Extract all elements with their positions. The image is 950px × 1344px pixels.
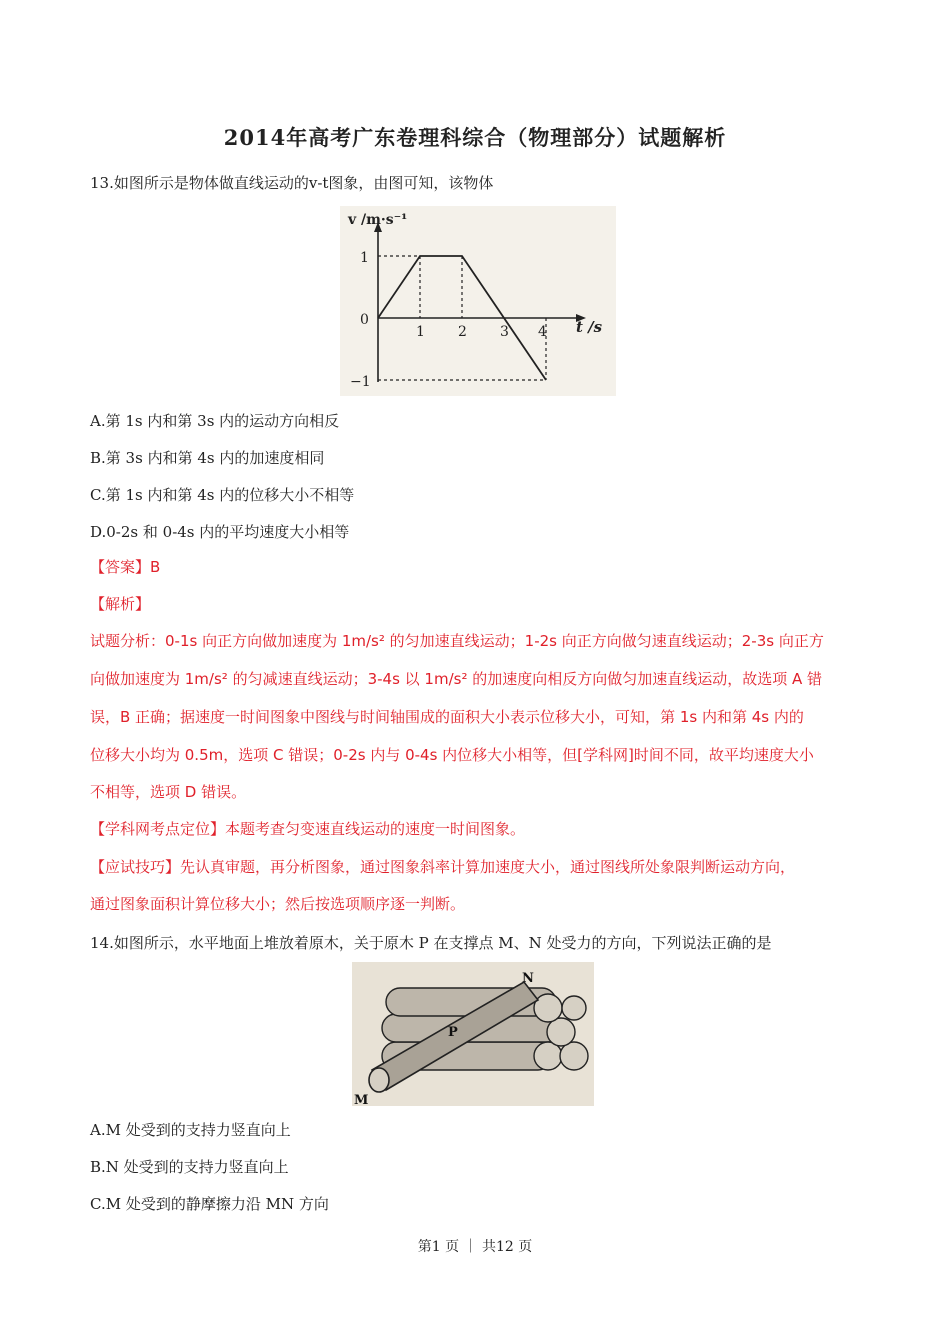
q13-option-b: B.第 3s 内和第 4s 内的加速度相同 — [90, 449, 325, 467]
q14-option-a: A.M 处受到的支持力竖直向上 — [90, 1121, 291, 1139]
y-tick-0: 0 — [360, 312, 369, 328]
y-axis-label: v /m·s⁻¹ — [348, 212, 408, 228]
x-tick-2: 2 — [458, 324, 467, 340]
q13-analysis-line: 误，B 正确；据速度一时间图象中图线与时间轴围成的面积大小表示位移大小，可知，第 1s 内和第 4s 内的 — [90, 708, 804, 726]
label-n: N — [522, 971, 534, 986]
q13-option-c: C.第 1s 内和第 4s 内的位移大小不相等 — [90, 486, 355, 504]
q13-analysis-label: 【解析】 — [90, 595, 151, 613]
page-footer: 第1 页 ｜ 共12 页 — [417, 1239, 533, 1255]
q13-skill-line: 通过图象面积计算位移大小；然后按选项顺序逐一判断。 — [90, 895, 466, 913]
q13-answer: 【答案】B — [90, 558, 161, 576]
q13-analysis-line: 位移大小均为 0.5m，选项 C 错误；0-2s 内与 0-4s 内位移大小相等，但[学科网]时间不同，故平均速度大小 — [90, 746, 814, 764]
y-tick-1: 1 — [360, 250, 369, 266]
q13-analysis-line: 向做加速度为 1m/s² 的匀减速直线运动；3-4s 以 1m/s² 的加速度向相反方向做匀加速直线运动，故选项 A 错 — [90, 670, 823, 688]
q13-option-d: D.0-2s 和 0-4s 内的平均速度大小相等 — [90, 523, 350, 541]
q13-point-label: 【学科网考点定位】本题考查匀变速直线运动的速度一时间图象。 — [90, 820, 526, 838]
x-tick-3: 3 — [500, 324, 509, 340]
q13-analysis-line: 不相等，选项 D 错误。 — [90, 783, 247, 801]
x-tick-4: 4 — [538, 324, 547, 340]
q14-option-c: C.M 处受到的静摩擦力沿 MN 方向 — [90, 1195, 329, 1213]
label-p: P — [448, 1025, 458, 1040]
page-title: 2014年高考广东卷理科综合（物理部分）试题解析 — [223, 125, 727, 150]
q14-option-b: B.N 处受到的支持力竖直向上 — [90, 1158, 289, 1176]
q13-stem: 13.如图所示是物体做直线运动的v-t图象，由图可知，该物体 — [90, 174, 494, 192]
q13-analysis-line: 试题分析：0-1s 向正方向做加速度为 1m/s² 的匀加速直线运动；1-2s 向正方向做匀速直线运动；2-3s 向正方 — [90, 632, 824, 650]
y-tick-neg1: −1 — [350, 374, 371, 390]
q13-vt-graph — [340, 206, 616, 396]
q13-skill-line: 【应试技巧】先认真审题，再分析图象，通过图象斜率计算加速度大小，通过图线所处象限判断运动方向， — [90, 858, 796, 876]
label-m: M — [354, 1093, 369, 1106]
q14-logs-figure — [352, 962, 594, 1106]
q14-stem: 14.如图所示，水平地面上堆放着原木，关于原木 P 在支撑点 M、N 处受力的方向，下列说法正确的是 — [90, 934, 772, 952]
q13-option-a: A.第 1s 内和第 3s 内的运动方向相反 — [90, 412, 340, 430]
x-axis-label: t /s — [576, 318, 603, 336]
x-tick-1: 1 — [416, 324, 425, 340]
